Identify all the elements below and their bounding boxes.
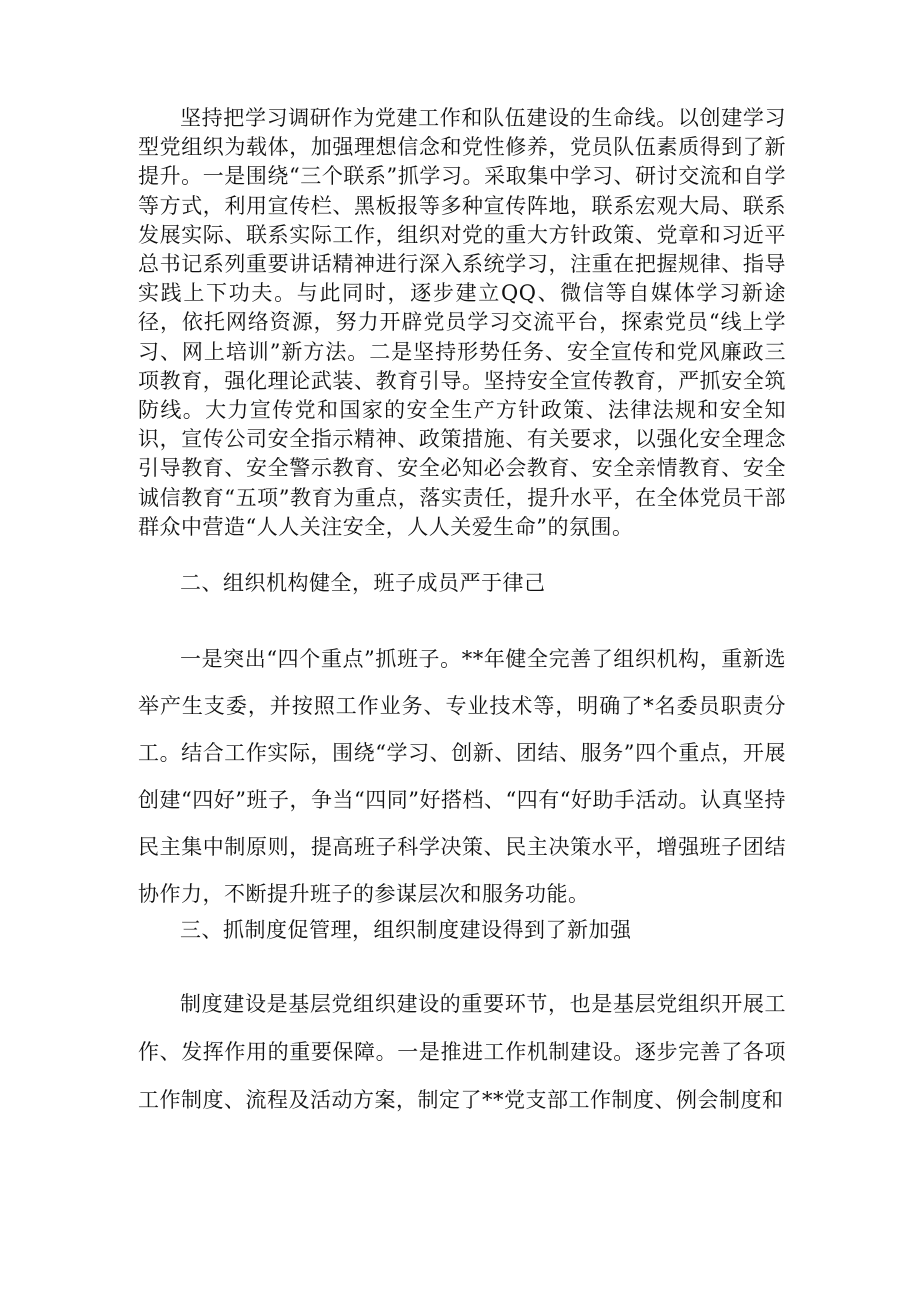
section-heading-system: 三、抓制度促管理，组织制度建设得到了新加强 xyxy=(180,918,632,942)
body-paragraph-organization: 一是突出“四个重点”抓班子。**年健全完善了组织机构，重新选举产生支委，并按照工作业务、专业技术等，明确了*名委员职责分工。结合工作实际，围绕“学习、创新、团结、服务”四个重点，开展创建“四好”班子，争当“四同”好搭档、“四有“好助手活动。认真坚持民主集中制原则，提高班子科学决策、民主决策水平，增强班子团结协作力，不断提升班子的参谋层次和服务功能。 xyxy=(138,647,786,906)
body-paragraph-system: 制度建设是基层党组织建设的重要环节，也是基层党组织开展工作、发挥作用的重要保障。一是推进工作机制建设。逐步完善了各项工作制度、流程及活动方案，制定了**党支部工作制度、例会制度和 xyxy=(138,992,786,1112)
body-paragraph-study: 坚持把学习调研作为党建工作和队伍建设的生命线。以创建学习型党组织为载体，加强理想信念和党性修养，党员队伍素质得到了新提升。一是围绕“三个联系”抓学习。采取集中学习、研讨交流和自学等方式，利用宣传栏、黑板报等多种宣传阵地，联系宏观大局、联系发展实际、联系实际工作，组织对党的重大方针政策、党章和习近平总书记系列重要讲话精神进行深入系统学习，注重在把握规律、指导实践上下功夫。与此同时，逐步建立QQ、微信等自媒体学习新途径，依托网络资源，努力开辟党员学习交流平台，探索党员“线上学习、网上培训”新方法。二是坚持形势任务、安全宣传和党风廉政三项教育，强化理论武装、教育引导。坚持安全宣传教育，严抓安全筑防线。大力宣传党和国家的安全生产方针政策、法律法规和安全知识，宣传公司安全指示精神、政策措施、有关要求，以强化安全理念引导教育、安全警示教育、安全必知必会教育、安全亲情教育、安全诚信教育“五项”教育为重点，落实责任，提升水平，在全体党员干部群众中营造“人人关注安全，人人关爱生命”的氛围。 xyxy=(138,106,786,539)
section-heading-organization: 二、组织机构健全，班子成员严于律己 xyxy=(180,571,546,595)
